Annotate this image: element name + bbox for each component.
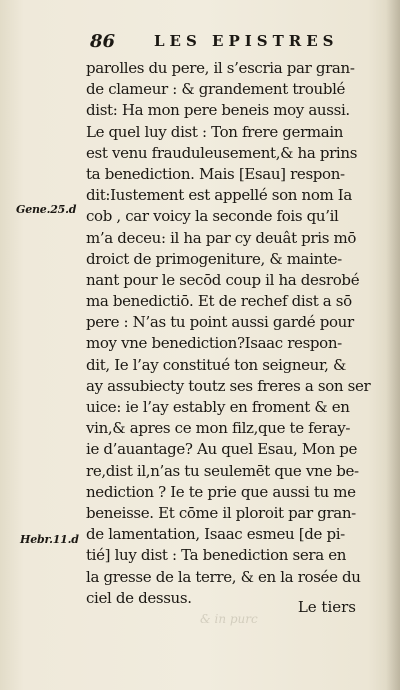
margin-note-hebrews: Hebr.11.d: [20, 533, 79, 546]
text-line: ciel de dessus.: [86, 588, 192, 607]
catchword: Le tiers: [297, 598, 356, 616]
text-line: ay assubiecty toutz ses freres a son ser: [86, 376, 371, 395]
text-line: dit:Iustement est appellé son nom Ia: [86, 186, 352, 205]
gutter-shadow: [386, 0, 400, 690]
page-number: 86: [90, 30, 116, 52]
margin-note-genesis: Gene.25.d: [16, 203, 77, 216]
bleed-through-text: & in purc: [200, 612, 258, 626]
text-line: nediction ? Ie te prie que aussi tu me: [86, 482, 356, 501]
text-line: vin,& apres ce mon filz,que te feray-: [86, 419, 351, 438]
text-line: de clameur : & grandement troublé: [86, 80, 346, 99]
text-line: m’a deceu: il ha par cy deuât pris mō: [86, 228, 357, 247]
text-line: nant pour le secōd coup il ha desrobé: [86, 270, 360, 289]
text-line: cob , car voicy la seconde fois qu’il: [86, 207, 339, 226]
text-line: re,dist il,n’as tu seulemēt que vne be-: [86, 461, 359, 480]
text-line: tié] luy dist : Ta benediction sera en: [86, 546, 347, 565]
text-line: la gresse de la terre, & en la rosée du: [86, 567, 361, 586]
text-line: uice: ie l’ay establу en froment & en: [86, 398, 350, 416]
body-text: [86, 58, 371, 609]
text-line: parolles du pere, il s’escria par gran-: [86, 59, 355, 77]
text-line: moy vne benediction?Isaac respon-: [86, 334, 342, 353]
text-line: ta benediction. Mais [Esau] respon-: [86, 164, 345, 183]
text-line: Le quel luy dist : Ton frere germain: [86, 122, 344, 141]
text-line: ma benedictiō. Et de rechef dist a sō: [86, 292, 352, 311]
text-line: droict de primogeniture, & mainte-: [86, 249, 342, 268]
text-line: beneisse. Et cōme il ploroit par gran-: [86, 503, 356, 522]
text-line: ie d’auantage? Au quel Esau, Mon pe: [86, 440, 358, 459]
running-title: LES EPISTRES: [154, 32, 339, 50]
text-line: de lamentation, Isaac esmeu [de pi-: [86, 525, 345, 544]
text-line: dist: Ha mon pere beneis moy aussi.: [86, 101, 350, 120]
text-line: pere : N’as tu point aussi gardé pour: [86, 313, 354, 332]
text-line: est venu frauduleusement,& ha prins: [86, 143, 358, 162]
running-head: [90, 28, 360, 54]
text-line: dit, Ie l’ay constitué ton seigneur, &: [86, 355, 347, 374]
